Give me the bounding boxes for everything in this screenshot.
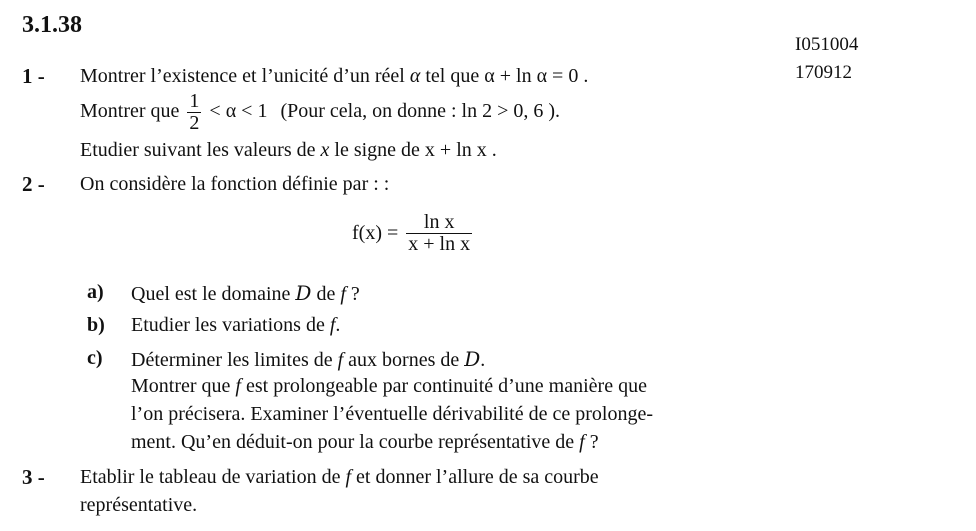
f-fraction [406,212,472,255]
f-numerator: ln x [423,211,455,233]
q1-l1-math: α + ln α = 0 . [484,65,589,87]
q2c-line-3: l’on précisera. Examiner l’éventuelle dérivabilité de ce prolonge- [131,403,653,425]
exercise-title: 3.1.38 [22,12,82,38]
exercise-code: I051004 [795,34,859,55]
domain-symbol: D [295,281,312,305]
q1-line-1 [80,65,588,88]
q2a-text [131,281,360,306]
q2b-end: . [335,314,341,336]
q1-l3-text: Etudier suivant les valeurs de [80,139,316,161]
q1-l2-hint: (Pour cela, on donne : ln 2 > 0, 6 ). [280,100,561,123]
q2c-label: c) [87,347,103,369]
q1-l3-mid: le signe de [334,139,420,161]
q2a-t3: ? [350,283,360,305]
q2-intro: On considère la fonction définie par : : [80,173,390,195]
q2c-line-4 [131,431,599,454]
q2a-t1: Quel est le domaine [131,283,291,305]
q2b-f: f [329,314,336,336]
q2c-l4b: ? [589,431,599,453]
question-3-number: 3 - [22,465,45,489]
question-1-number: 1 - [22,64,45,88]
q1-line-3 [80,139,497,162]
frac-numerator: 1 [189,90,200,112]
one-half-fraction [187,91,201,134]
q3-line-1 [80,466,599,489]
f-lhs: f(x) = [352,222,399,244]
q3-l1b: et donner l’allure de sa courbe [356,466,599,488]
q2c-domain-symbol: D [464,347,481,371]
q2c-f: f [337,349,344,371]
q1-l2-text: Montrer que [80,100,180,123]
q2c-end: . [480,349,486,371]
function-definition [352,212,475,255]
q2c-l2f: f [235,375,241,397]
q2c-l4a: ment. Qu’en déduit-on pour la courbe représentative de [131,431,575,453]
q1-l3-math: x + ln x . [424,139,497,161]
q2c-line-1 [131,347,485,372]
q1-l3-x: x [320,139,330,161]
q3-l1a: Etablir le tableau de variation de [80,466,341,488]
q2b-label: b) [87,314,105,336]
q1-l1-mid: tel que [425,65,480,87]
q2a-label: a) [87,281,104,303]
q2b-t: Etudier les variations de [131,314,325,336]
q3-l1f: f [345,466,352,488]
q2c-t2: aux bornes de [348,349,460,371]
q2a-t2: de [316,283,336,305]
frac-denominator: 2 [189,112,200,134]
q2c-line-2 [131,375,647,398]
q2c-l2a: Montrer que [131,375,231,397]
q2c-l4f: f [579,431,585,453]
q1-line-2 [80,91,560,134]
exercise-date-code: 170912 [795,62,852,83]
q1-l1-alpha: α [409,65,421,87]
q1-l2-math: < α < 1 [209,100,268,123]
q1-l1-text: Montrer l’existence et l’unicité d’un réel [80,65,405,87]
q2b-text [131,314,340,337]
q3-line-2: représentative. [80,494,198,516]
question-2-number: 2 - [22,172,45,196]
q2a-f: f [340,283,346,305]
q2c-t1: Déterminer les limites de [131,349,333,371]
f-denominator: x + ln x [408,233,471,255]
q2c-l2b: est prolongeable par continuité d’une manière que [245,375,647,397]
